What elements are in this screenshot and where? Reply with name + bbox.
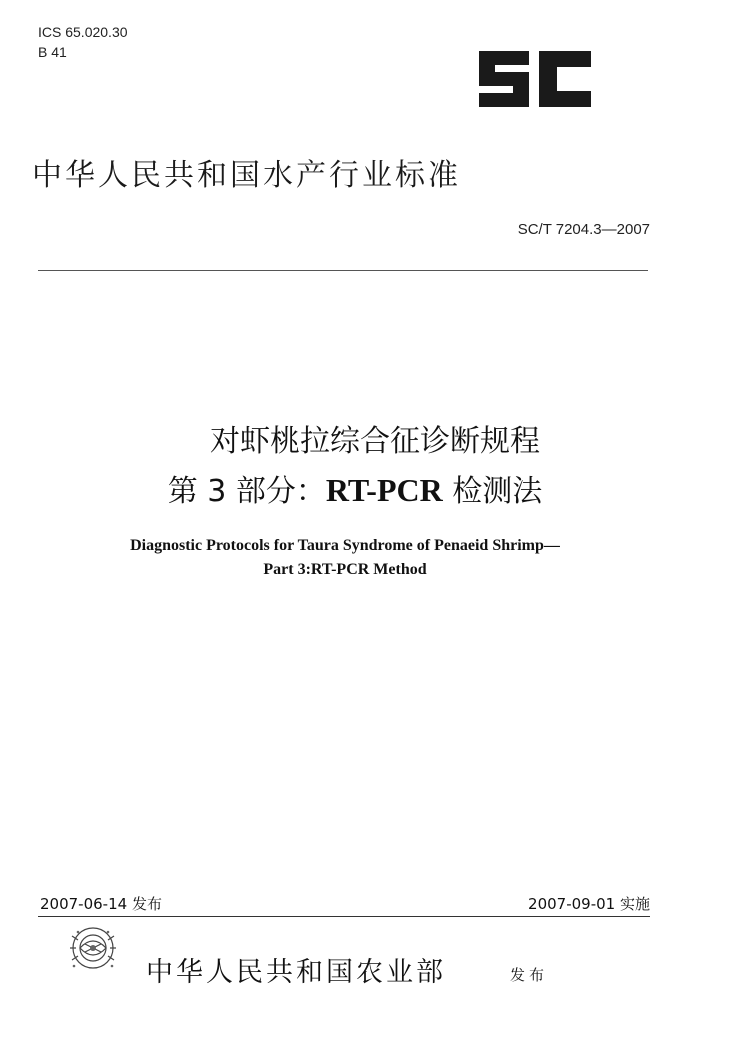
- ccs-code: B 41: [38, 44, 67, 60]
- sc-logo-c: [539, 51, 591, 107]
- title-method-suffix: 检测法: [442, 474, 543, 509]
- sc-logo-s: [479, 51, 529, 107]
- sc-logo: [475, 47, 595, 111]
- header-divider: [38, 270, 648, 271]
- title-part-prefix: 第 3 部分：: [167, 474, 326, 509]
- ics-code: ICS 65.020.30: [38, 24, 128, 40]
- standard-category-title: 中华人民共和国水产行业标准: [32, 158, 461, 193]
- ministry-emblem-icon: [60, 920, 126, 976]
- publisher-name: 中华人民共和国农业部: [146, 957, 446, 988]
- document-title-cn-line1: 对虾桃拉综合征诊断规程: [210, 424, 540, 459]
- title-method-name: RT-PCR: [325, 472, 443, 508]
- document-title-en-line2: Part 3:RT-PCR Method: [263, 561, 427, 578]
- publish-label: 发布: [510, 966, 549, 984]
- classification-codes: [38, 22, 128, 62]
- footer-divider: [38, 916, 650, 917]
- document-title-en-line1: Diagnostic Protocols for Taura Syndrome of Penaeid Shrimp—: [130, 537, 560, 554]
- standard-number: SC/T 7204.3—2007: [517, 221, 650, 238]
- issue-date: 2007-06-14 发布: [40, 895, 162, 913]
- document-title-cn-line2: [0, 466, 710, 510]
- implementation-date: 2007-09-01 实施: [528, 895, 650, 913]
